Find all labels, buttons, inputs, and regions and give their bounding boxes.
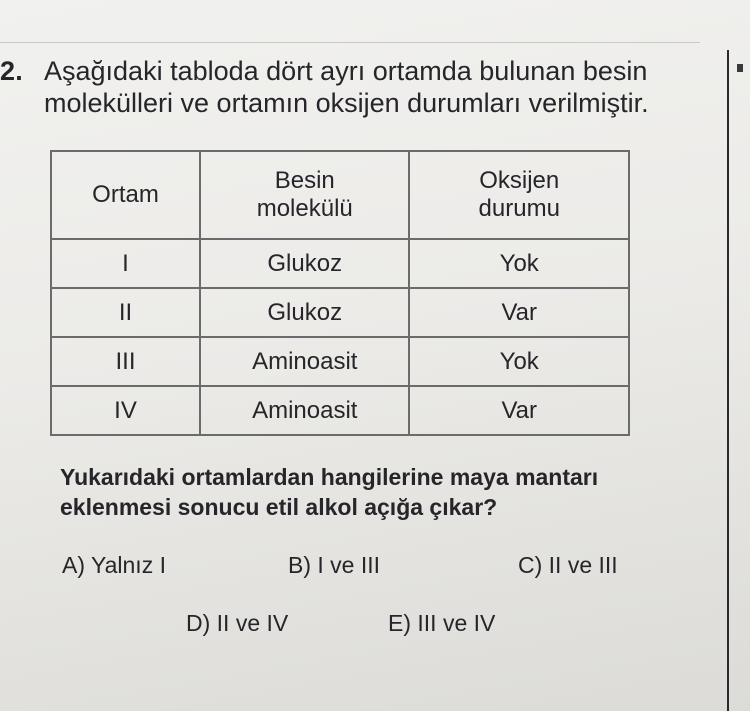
question-prompt-line-2: eklenmesi sonucu etil alkol açığa çıkar? [60,494,498,520]
option-a[interactable]: A) Yalnız I [62,552,166,578]
cell-oksijen: Var [409,386,629,435]
header-oksijen-text-1: Oksijen [479,167,560,194]
header-ortam-text: Ortam [92,181,159,208]
question-number: 2. [0,56,23,86]
cell-ortam: III [51,337,200,386]
option-c[interactable]: C) II ve III [518,552,618,578]
option-b[interactable]: B) I ve III [288,552,381,578]
cell-oksijen: Var [409,288,629,337]
table-row [51,386,629,435]
question-prompt-line-1: Yukarıdaki ortamlardan hangilerine maya mantarı [60,464,599,490]
margin-mark [737,64,743,72]
question-stem-line-1: Aşağıdaki tabloda dört ayrı ortamda bulunan besin [44,56,648,86]
header-besin-text-2: molekülü [256,195,353,222]
cell-besin: Glukoz [200,288,409,337]
table-row [51,288,629,337]
table-row [51,337,629,386]
cell-oksijen: Yok [409,337,629,386]
cell-ortam: IV [51,386,200,435]
header-besin-text-1: Besin [274,167,335,194]
cell-besin: Glukoz [200,239,409,288]
data-table [50,150,630,436]
table-row [51,239,629,288]
table-header-row [51,151,629,239]
header-oksijen-text-2: durumu [478,195,560,222]
option-e[interactable]: E) III ve IV [388,610,496,636]
cell-ortam: II [51,288,200,337]
cell-besin: Aminoasit [200,337,409,386]
header-ortam [51,151,200,239]
option-d[interactable]: D) II ve IV [186,610,289,636]
cell-besin: Aminoasit [200,386,409,435]
header-besin-molekulu [200,151,409,239]
question-stem-line-2: molekülleri ve ortamın oksijen durumları verilmiştir. [44,88,649,118]
cell-oksijen: Yok [409,239,629,288]
column-divider [727,50,729,711]
cell-ortam: I [51,239,200,288]
header-oksijen-durumu [409,151,629,239]
